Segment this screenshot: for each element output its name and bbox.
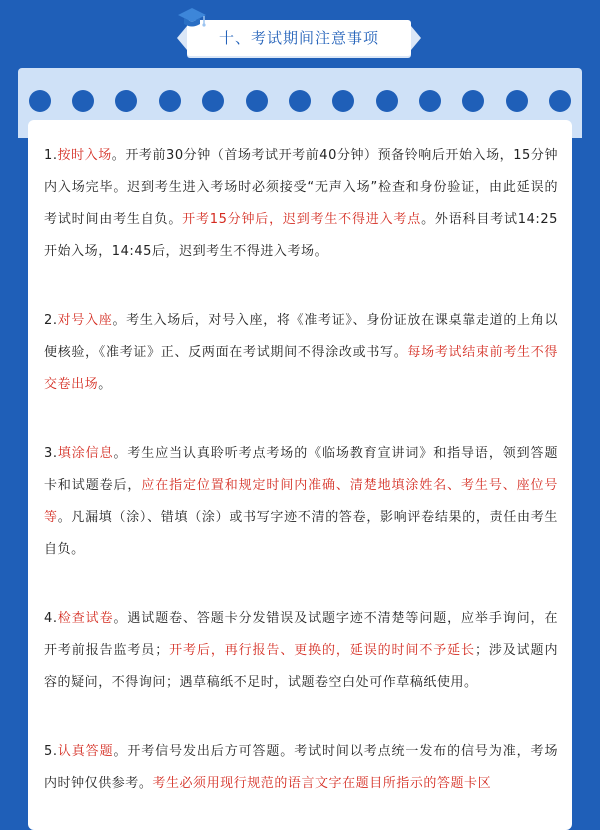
binder-hole: [159, 90, 181, 112]
binder-hole: [115, 90, 137, 112]
item-text-tail: 。凡漏填（涂）、错填（涂）或书写字迹不清的答卷，影响评卷结果的，责任由考生自负。: [44, 510, 558, 557]
binder-hole: [506, 90, 528, 112]
binder-hole: [462, 90, 484, 112]
binder-hole: [332, 90, 354, 112]
item-highlight: 应在指定位置和规定时间内准确、清楚地填涂姓名、考生号、座位号等: [44, 478, 558, 525]
binder-hole: [72, 90, 94, 112]
item-number: 1.: [44, 148, 58, 163]
item-text: 。开考前30分钟（首场考试开考前40分钟）预备铃响后开始入场，15分钟内入场完毕。迟到考生进入考场时必须接受“无声入场”检查和身份验证，由此延误的考试时间由考生自负。: [44, 148, 558, 227]
item-highlight: 开考15分钟后，迟到考生不得进入考点: [182, 212, 422, 227]
item-text: 。遇试题卷、答题卡分发错误及试题字迹不清楚等问题，应举手询问，在开考前报告监考员；: [44, 611, 558, 658]
item-number: 5.: [44, 744, 58, 759]
binder-hole: [376, 90, 398, 112]
item-text: 。开考信号发出后方可答题。考试时间以考点统一发布的信号为准，考场内时钟仅供参考。: [44, 744, 558, 791]
item-text-tail: 。: [98, 377, 112, 392]
binder-hole: [289, 90, 311, 112]
notice-item-1: [44, 140, 558, 268]
binder-holes: [18, 88, 582, 114]
notice-card: [28, 120, 572, 830]
item-number: 3.: [44, 446, 58, 461]
item-heading: 按时入场: [57, 148, 112, 163]
page-title: 十、考试期间注意事项: [218, 29, 379, 47]
item-number: 2.: [44, 313, 58, 328]
item-highlight: 每场考试结束前考生不得交卷出场: [44, 345, 558, 392]
notice-item-3: [44, 438, 558, 566]
item-number: 4.: [44, 611, 58, 626]
binder-hole: [549, 90, 571, 112]
notice-item-5: [44, 736, 558, 800]
item-text: 。考生应当认真聆听考点考场的《临场教育宣讲词》和指导语，领到答题卡和试题卷后，: [44, 446, 558, 493]
notice-item-4: [44, 603, 558, 699]
item-highlight: 考生必须用现行规范的语言文字在题目所指示的答题卡区: [152, 776, 492, 791]
section-title-banner: [187, 14, 411, 56]
binder-hole: [202, 90, 224, 112]
item-text: 。考生入场后，对号入座，将《准考证》、身份证放在课桌靠走道的上角以便核验，《准考证》正、反两面在考试期间不得涂改或书写。: [44, 313, 558, 360]
graduation-cap-icon: [177, 6, 207, 30]
item-highlight: 开考后，再行报告、更换的，延误的时间不予延长: [168, 643, 475, 658]
binder-hole: [419, 90, 441, 112]
binder-hole: [29, 90, 51, 112]
item-heading: 填涂信息: [57, 446, 114, 461]
item-text-tail: 。外语科目考试14:25开始入场，14:45后，迟到考生不得进入考场。: [44, 212, 558, 259]
item-heading: 认真答题: [57, 744, 114, 759]
item-text-tail: ；涉及试题内容的疑问，不得询问；遇草稿纸不足时，试题卷空白处可作草稿纸使用。: [44, 643, 558, 690]
item-heading: 对号入座: [57, 313, 113, 328]
notice-item-2: [44, 305, 558, 401]
item-heading: 检查试卷: [57, 611, 114, 626]
binder-hole: [246, 90, 268, 112]
